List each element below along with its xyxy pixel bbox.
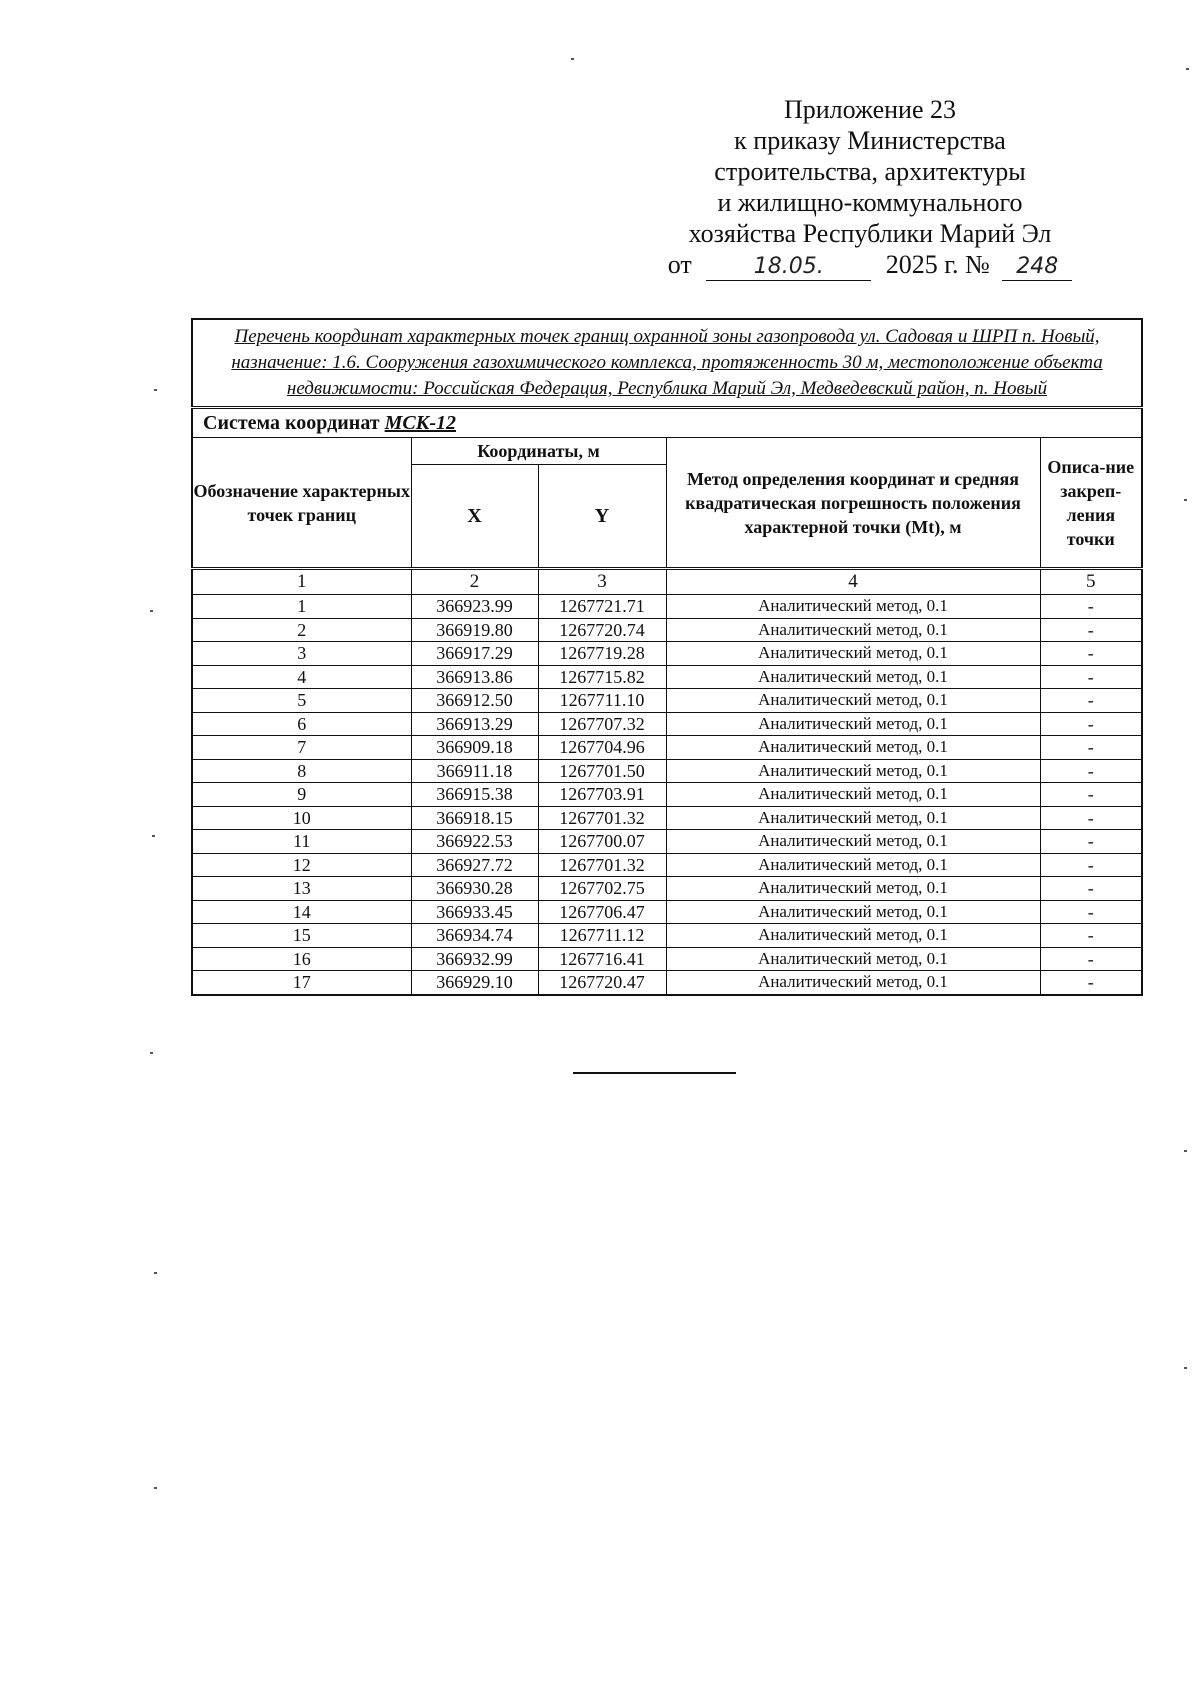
table-row (192, 595, 1142, 619)
x-coordinate-cell: 366913.29 (411, 712, 538, 736)
method-cell: Аналитический метод, 0.1 (666, 783, 1040, 807)
point-number-cell: 11 (192, 830, 411, 854)
y-coordinate-cell: 1267707.32 (538, 712, 666, 736)
method-cell: Аналитический метод, 0.1 (666, 924, 1040, 948)
description-cell: - (1040, 618, 1142, 642)
point-number-cell: 6 (192, 712, 411, 736)
method-cell: Аналитический метод, 0.1 (666, 642, 1040, 666)
description-cell: - (1040, 783, 1142, 807)
method-cell: Аналитический метод, 0.1 (666, 853, 1040, 877)
x-coordinate-cell: 366909.18 (411, 736, 538, 760)
column-number: 3 (538, 569, 666, 595)
y-coordinate-cell: 1267720.47 (538, 971, 666, 995)
scan-speck (152, 835, 155, 837)
y-coordinate-cell: 1267700.07 (538, 830, 666, 854)
table-row (192, 618, 1142, 642)
x-coordinate-cell: 366932.99 (411, 947, 538, 971)
point-number-cell: 8 (192, 759, 411, 783)
point-number-cell: 15 (192, 924, 411, 948)
y-coordinate-cell: 1267711.10 (538, 689, 666, 713)
table-body (192, 595, 1142, 995)
table-row (192, 924, 1142, 948)
end-divider (573, 1072, 736, 1074)
coordinates-table (191, 318, 1143, 996)
scan-speck (571, 58, 574, 60)
column-number: 2 (411, 569, 538, 595)
appendix-title: Приложение 23 (783, 95, 957, 124)
point-number-cell: 1 (192, 595, 411, 619)
x-coordinate-cell: 366911.18 (411, 759, 538, 783)
point-number-cell: 13 (192, 877, 411, 901)
method-cell: Аналитический метод, 0.1 (666, 806, 1040, 830)
description-cell: - (1040, 595, 1142, 619)
table-row (192, 900, 1142, 924)
y-coordinate-cell: 1267721.71 (538, 595, 666, 619)
year-text: 2025 г. № (885, 250, 990, 279)
description-cell: - (1040, 900, 1142, 924)
appendix-header (650, 94, 1090, 281)
x-coordinate-cell: 366923.99 (411, 595, 538, 619)
method-cell: Аналитический метод, 0.1 (666, 830, 1040, 854)
point-number-cell: 14 (192, 900, 411, 924)
description-cell: - (1040, 736, 1142, 760)
y-coordinate-cell: 1267720.74 (538, 618, 666, 642)
scan-speck (150, 610, 153, 612)
order-date-line (650, 249, 1090, 281)
method-cell: Аналитический метод, 0.1 (666, 947, 1040, 971)
table-row (192, 759, 1142, 783)
description-cell: - (1040, 830, 1142, 854)
order-reference-line-3: и жилищно-коммунального (717, 188, 1023, 217)
scan-speck (1184, 1367, 1187, 1369)
description-cell: - (1040, 759, 1142, 783)
method-cell: Аналитический метод, 0.1 (666, 759, 1040, 783)
order-reference-line-2: строительства, архитектуры (714, 157, 1026, 186)
table-row (192, 736, 1142, 760)
header-coordinates: Координаты, м (411, 438, 666, 465)
coordinate-system-label: Система координат (203, 411, 380, 434)
scan-speck (150, 1052, 153, 1054)
date-prefix: от (667, 250, 692, 279)
table-row (192, 806, 1142, 830)
description-cell: - (1040, 642, 1142, 666)
method-cell: Аналитический метод, 0.1 (666, 877, 1040, 901)
y-coordinate-cell: 1267719.28 (538, 642, 666, 666)
method-cell: Аналитический метод, 0.1 (666, 712, 1040, 736)
x-coordinate-cell: 366917.29 (411, 642, 538, 666)
point-number-cell: 2 (192, 618, 411, 642)
y-coordinate-cell: 1267701.32 (538, 853, 666, 877)
column-number: 1 (192, 569, 411, 595)
y-coordinate-cell: 1267715.82 (538, 665, 666, 689)
x-coordinate-cell: 366930.28 (411, 877, 538, 901)
point-number-cell: 16 (192, 947, 411, 971)
scan-speck (154, 1272, 157, 1274)
handwritten-order-number: 248 (1002, 254, 1072, 281)
x-coordinate-cell: 366922.53 (411, 830, 538, 854)
description-cell: - (1040, 689, 1142, 713)
method-cell: Аналитический метод, 0.1 (666, 665, 1040, 689)
order-reference-line-1: к приказу Министерства (734, 126, 1006, 155)
point-number-cell: 5 (192, 689, 411, 713)
description-cell: - (1040, 665, 1142, 689)
header-point: Обозначение характерных точек границ (192, 438, 411, 569)
table-row (192, 642, 1142, 666)
x-coordinate-cell: 366913.86 (411, 665, 538, 689)
x-coordinate-cell: 366927.72 (411, 853, 538, 877)
point-number-cell: 7 (192, 736, 411, 760)
x-coordinate-cell: 366915.38 (411, 783, 538, 807)
x-coordinate-cell: 366933.45 (411, 900, 538, 924)
table-row (192, 877, 1142, 901)
x-coordinate-cell: 366929.10 (411, 971, 538, 995)
description-cell: - (1040, 806, 1142, 830)
table-title: Перечень координат характерных точек границ охранной зоны газопровода ул. Садовая и ШРП п. Новый, назначение: 1.6. Сооружения газохимического комплекса, протяженность 30 м, местоположение объекта недвижимости: Российская Федерация, Республика Марий Эл, Медведевский район, п. Новый (192, 319, 1142, 408)
description-cell: - (1040, 853, 1142, 877)
method-cell: Аналитический метод, 0.1 (666, 689, 1040, 713)
y-coordinate-cell: 1267701.50 (538, 759, 666, 783)
header-description: Описа-ние закреп-ления точки (1040, 438, 1142, 569)
point-number-cell: 12 (192, 853, 411, 877)
column-number: 4 (666, 569, 1040, 595)
y-coordinate-cell: 1267706.47 (538, 900, 666, 924)
table-row (192, 947, 1142, 971)
description-cell: - (1040, 947, 1142, 971)
point-number-cell: 9 (192, 783, 411, 807)
scan-speck (154, 389, 157, 391)
header-y: Y (538, 465, 666, 569)
order-reference-line-4: хозяйства Республики Марий Эл (688, 219, 1052, 248)
table-row (192, 712, 1142, 736)
table-row (192, 689, 1142, 713)
table-row (192, 830, 1142, 854)
y-coordinate-cell: 1267716.41 (538, 947, 666, 971)
point-number-cell: 17 (192, 971, 411, 995)
x-coordinate-cell: 366912.50 (411, 689, 538, 713)
point-number-cell: 10 (192, 806, 411, 830)
method-cell: Аналитический метод, 0.1 (666, 971, 1040, 995)
x-coordinate-cell: 366918.15 (411, 806, 538, 830)
handwritten-date: 18.05. (706, 254, 871, 281)
method-cell: Аналитический метод, 0.1 (666, 736, 1040, 760)
method-cell: Аналитический метод, 0.1 (666, 618, 1040, 642)
y-coordinate-cell: 1267711.12 (538, 924, 666, 948)
point-number-cell: 3 (192, 642, 411, 666)
y-coordinate-cell: 1267703.91 (538, 783, 666, 807)
x-coordinate-cell: 366919.80 (411, 618, 538, 642)
description-cell: - (1040, 924, 1142, 948)
point-number-cell: 4 (192, 665, 411, 689)
coordinate-system-row (192, 408, 1142, 438)
scan-speck (154, 1487, 157, 1489)
table-row (192, 971, 1142, 995)
table-row (192, 665, 1142, 689)
column-number: 5 (1040, 569, 1142, 595)
coordinate-system-value: МСК-12 (384, 411, 456, 434)
y-coordinate-cell: 1267702.75 (538, 877, 666, 901)
description-cell: - (1040, 877, 1142, 901)
column-number-row (192, 569, 1142, 595)
scan-speck (1186, 68, 1189, 70)
scan-speck (1184, 499, 1187, 501)
description-cell: - (1040, 712, 1142, 736)
x-coordinate-cell: 366934.74 (411, 924, 538, 948)
table-row (192, 783, 1142, 807)
description-cell: - (1040, 971, 1142, 995)
header-x: X (411, 465, 538, 569)
y-coordinate-cell: 1267701.32 (538, 806, 666, 830)
y-coordinate-cell: 1267704.96 (538, 736, 666, 760)
header-method: Метод определения координат и средняя квадратическая погрешность положения характерной точки (Mt), м (666, 438, 1040, 569)
scan-speck (1184, 1150, 1187, 1152)
method-cell: Аналитический метод, 0.1 (666, 595, 1040, 619)
table-row (192, 853, 1142, 877)
method-cell: Аналитический метод, 0.1 (666, 900, 1040, 924)
